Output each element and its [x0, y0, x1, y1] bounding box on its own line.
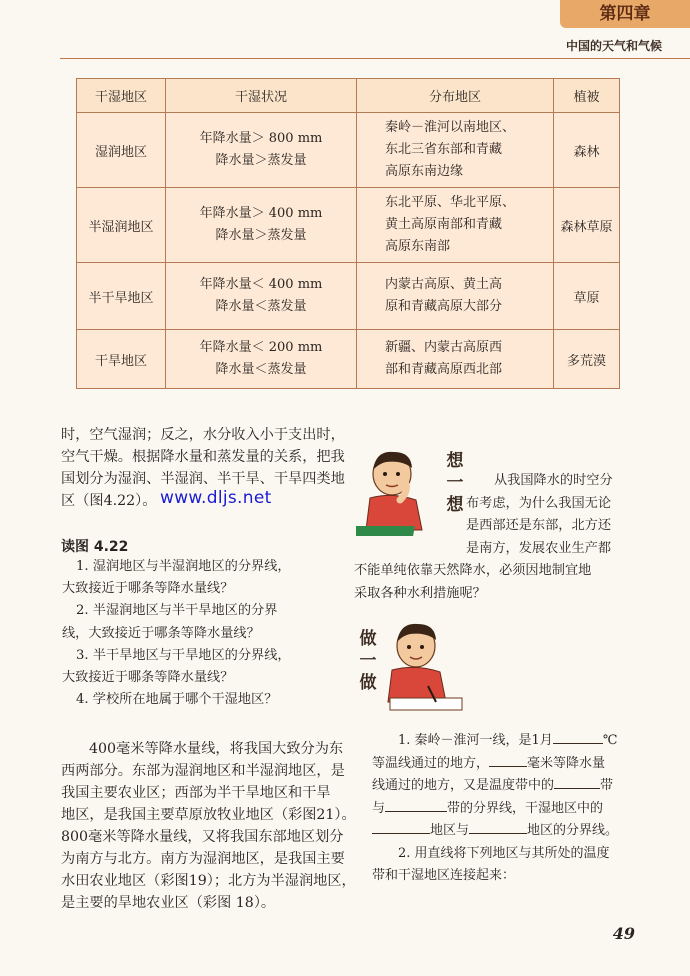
label-char: 一: [446, 473, 464, 493]
distribution-line: 部和青藏高原西北部: [385, 362, 503, 377]
label-char: 一: [359, 651, 377, 671]
text-line: 为南方与北方。南方为湿润地区，是我国主要: [61, 851, 345, 867]
condition-line: 降水量＞蒸发量: [215, 153, 307, 168]
table-row: [77, 330, 620, 389]
chapter-subtitle: 中国的天气和气候: [565, 39, 662, 53]
region-cell: 干旱地区: [77, 330, 166, 389]
text-fragment: 地区的分界线。: [527, 823, 619, 838]
condition-line: 降水量＜蒸发量: [215, 362, 307, 377]
chapter-badge: 第四章: [560, 0, 690, 28]
condition-cell: [166, 330, 357, 389]
vegetation-cell: 多荒漠: [554, 330, 620, 389]
text-line: 带和干湿地区连接起来：: [372, 868, 516, 883]
table-header: 植被: [554, 79, 620, 113]
question-line: 4. 学校所在地属于哪个干湿地区？: [76, 692, 278, 708]
watermark-url[interactable]: www.dljs.net: [160, 488, 272, 508]
vegetation-cell: 森林草原: [554, 188, 620, 263]
table-row: [77, 188, 620, 263]
text-line: 是西部还是东部，北方还: [466, 518, 612, 533]
read-figure-questions: [62, 556, 350, 711]
question-line: 1. 湿润地区与半湿润地区的分界线，: [76, 559, 291, 574]
question-line: 3. 半干旱地区与干旱地区的分界线，: [76, 647, 291, 663]
answer-blank[interactable]: [489, 754, 527, 767]
region-cell: 湿润地区: [77, 113, 166, 188]
distribution-line: 内蒙古高原、黄土高: [385, 277, 503, 292]
label-char: 想: [446, 451, 464, 471]
text-line: 空气干燥。根据降水量和蒸发量的关系，把我: [61, 449, 345, 465]
text-line: 是南方，发展农业生产都: [466, 540, 612, 556]
answer-blank[interactable]: [372, 821, 430, 834]
condition-cell: [166, 113, 357, 188]
condition-line: 年降水量＜ 400 mm: [199, 277, 323, 292]
do-label: [357, 628, 379, 694]
distribution-line: 新疆、内蒙古高原西: [385, 340, 503, 355]
label-char: 做: [359, 629, 377, 649]
text-line: 国划分为湿润、半湿润、半干旱、干旱四类地: [61, 471, 345, 487]
table-row: [77, 263, 620, 330]
vegetation-cell: 草原: [554, 263, 620, 330]
table-header: 分布地区: [357, 79, 554, 113]
vegetation-cell: 森林: [554, 113, 620, 188]
question-line: 线，大致接近于哪条等降水量线？: [62, 625, 260, 641]
text-line: 水田农业地区（彩图19）；北方为半湿润地区，: [61, 873, 356, 889]
text-fragment: 带的分界线，干湿地区中的: [447, 800, 604, 816]
table-header: 干湿地区: [77, 79, 166, 113]
condition-line: 年降水量＞ 400 mm: [199, 206, 323, 221]
question-line: 大致接近于哪条等降水量线？: [62, 581, 234, 597]
text-line: 不能单纯依靠天然降水，必须因地制宜地: [354, 563, 592, 578]
answer-blank[interactable]: [554, 776, 600, 789]
label-char: 想: [446, 495, 464, 515]
answer-blank[interactable]: [385, 799, 447, 812]
text-line: 从我国降水的时空分: [494, 473, 613, 488]
text-line: 我国主要农业区；西部为半干旱地区和干旱: [61, 785, 331, 801]
text-line: 是主要的旱地农业区（彩图 18）。: [61, 895, 276, 911]
body-paragraph-2: [61, 738, 356, 914]
distribution-line: 原和青藏高原大部分: [385, 299, 503, 314]
boy-writing-illustration: [376, 614, 466, 714]
text-line: 西两部分。东部为湿润地区和半湿润地区，是: [61, 763, 345, 779]
region-cell: 半湿润地区: [77, 188, 166, 263]
distribution-cell: [357, 188, 554, 263]
distribution-line: 东北平原、华北平原、: [385, 195, 516, 210]
table-header-row: [77, 79, 620, 113]
condition-line: 降水量＞蒸发量: [215, 228, 307, 243]
think-activity-text: [354, 470, 644, 605]
distribution-line: 秦岭－淮河以南地区、: [385, 120, 516, 135]
text-line: 地区，是我国主要草原放牧业地区（彩图21）。: [61, 807, 356, 823]
text-fragment: 地区与: [430, 823, 470, 838]
humidity-regions-table: [76, 78, 620, 389]
text-fragment: ℃: [602, 733, 618, 748]
header-rule: [60, 58, 690, 59]
distribution-cell: [357, 263, 554, 330]
condition-line: 降水量＜蒸发量: [215, 299, 307, 314]
condition-line: 年降水量＞ 800 mm: [199, 131, 323, 146]
text-fragment: 毫米等降水量: [527, 755, 606, 771]
read-figure-title: 读图 4.22: [61, 539, 129, 555]
text-fragment: 线通过的地方，又是温度带中的: [372, 778, 555, 793]
condition-cell: [166, 263, 357, 330]
question-line: 大致接近于哪条等降水量线？: [62, 670, 234, 686]
condition-line: 年降水量＜ 200 mm: [199, 340, 323, 355]
distribution-cell: [357, 113, 554, 188]
answer-blank[interactable]: [469, 821, 527, 834]
distribution-line: 高原东南部: [385, 239, 451, 254]
text-line: 2. 用直线将下列地区与其所处的温度: [398, 845, 610, 861]
condition-cell: [166, 188, 357, 263]
table-header: 干湿状况: [166, 79, 357, 113]
text-line: 时，空气湿润；反之，水分收入小于支出时，: [61, 427, 345, 443]
distribution-line: 东北三省东部和青藏: [385, 142, 503, 157]
text-fragment: 等温线通过的地方，: [372, 755, 490, 771]
text-line: 800毫米等降水量线，又将我国东部地区划分: [61, 829, 344, 845]
question-line: 2. 半湿润地区与半干旱地区的分界: [76, 603, 278, 619]
page-number: 49: [612, 924, 635, 943]
distribution-line: 黄土高原南部和青藏: [385, 217, 503, 232]
text-fragment: 1. 秦岭－淮河一线，是1月: [398, 733, 553, 748]
table-row: [77, 113, 620, 188]
distribution-line: 高原东南边缘: [385, 164, 464, 179]
text-line: 400毫米等降水量线，将我国大致分为东: [89, 741, 344, 757]
distribution-cell: [357, 330, 554, 389]
text-fragment: 带: [600, 778, 614, 793]
label-char: 做: [359, 673, 377, 693]
answer-blank[interactable]: [553, 731, 603, 744]
do-activity-text: [372, 730, 644, 888]
text-fragment: 与: [372, 800, 386, 816]
text-line: 布考虑，为什么我国无论: [466, 495, 612, 511]
region-cell: 半干旱地区: [77, 263, 166, 330]
text-line: 采取各种水利措施呢？: [354, 585, 486, 601]
text-line: 区（图4.22）。: [61, 493, 157, 509]
